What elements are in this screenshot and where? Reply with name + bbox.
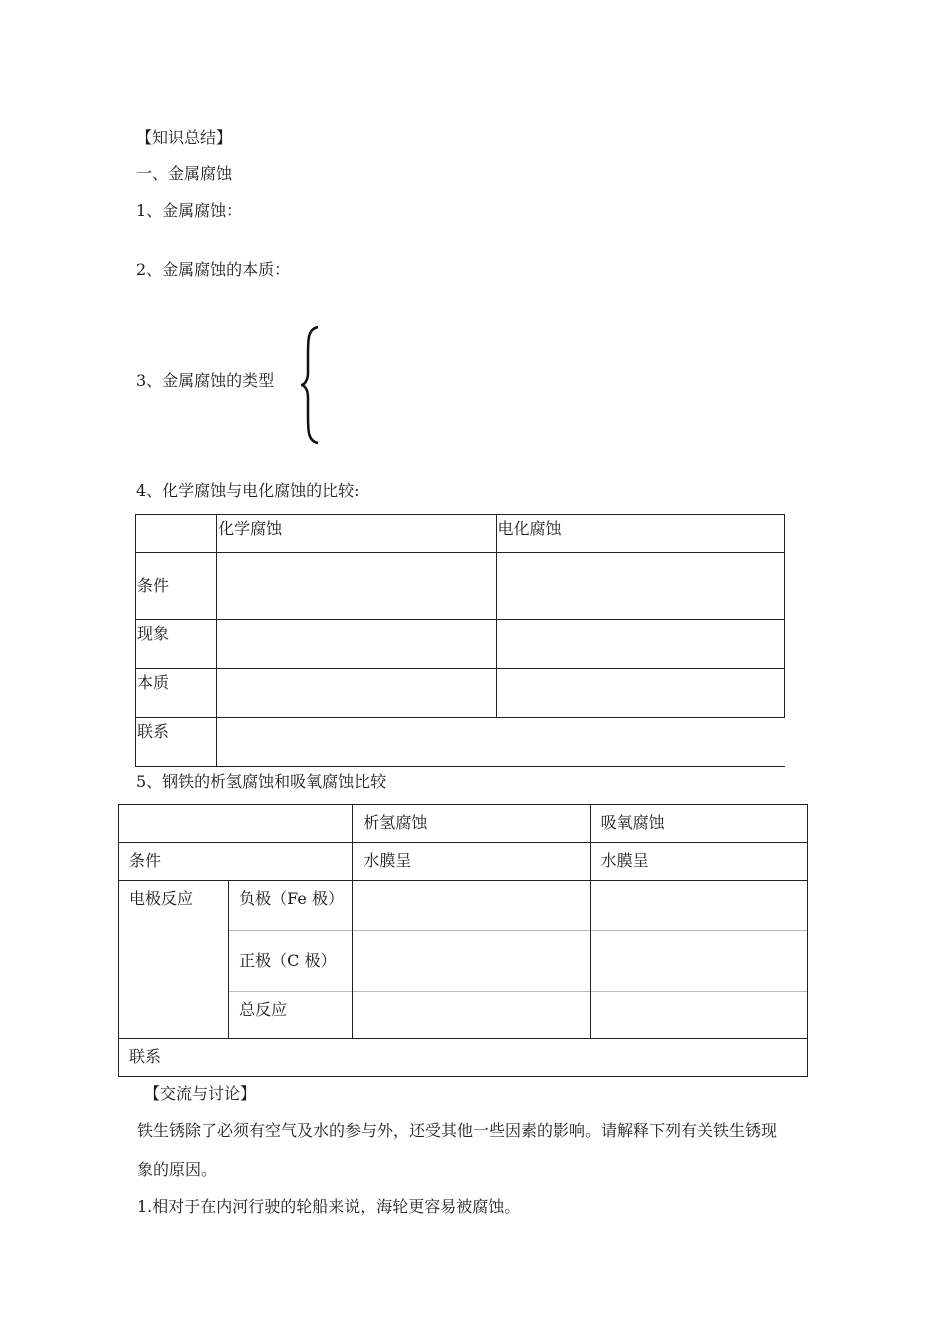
discussion-heading: 【交流与讨论】 (144, 1084, 257, 1103)
table-cell (353, 881, 590, 931)
table-row (136, 620, 785, 669)
item-3: 3、金属腐蚀的类型 (136, 371, 275, 390)
row-label-positive-electrode: 正极（C 极） (229, 931, 353, 992)
discussion-paragraph-line1: 铁生锈除了必须有空气及水的参与外，还受其他一些因素的影响。请解释下列有关铁生锈现 (137, 1121, 778, 1140)
table-cell (353, 931, 590, 992)
row-label-condition: 条件 (119, 843, 353, 881)
table-row (119, 805, 808, 843)
table-header-cell: 化学腐蚀 (217, 515, 496, 553)
table-row (119, 1039, 808, 1077)
comparison-table-chemical-electrochemical (135, 514, 785, 767)
row-label-condition: 条件 (136, 553, 217, 620)
table-row (136, 718, 785, 767)
discussion-paragraph-line2: 象的原因。 (137, 1160, 218, 1179)
table-cell (590, 931, 807, 992)
table-cell (496, 553, 784, 620)
table-row (119, 881, 808, 931)
curly-brace-icon (300, 325, 324, 445)
table-cell (217, 620, 496, 669)
summary-heading: 【知识总结】 (136, 128, 233, 147)
table-cell (496, 669, 784, 718)
table-cell (217, 669, 496, 718)
item-5: 5、钢铁的析氢腐蚀和吸氧腐蚀比较 (136, 772, 387, 791)
item-2: 2、金属腐蚀的本质： (136, 260, 291, 279)
row-label-electrode-reaction: 电极反应 (119, 881, 229, 1039)
row-label-relation: 联系 (119, 1039, 808, 1077)
table-header-cell (136, 515, 217, 553)
table-cell (353, 992, 590, 1039)
table-row (136, 669, 785, 718)
row-label-essence: 本质 (136, 669, 217, 718)
item-1: 1、金属腐蚀： (136, 201, 243, 220)
table-cell (590, 881, 807, 931)
table-cell (590, 992, 807, 1039)
table-cell: 水膜呈 (590, 843, 807, 881)
table-header-cell: 吸氧腐蚀 (590, 805, 807, 843)
table-cell (217, 718, 785, 767)
row-label-relation: 联系 (136, 718, 217, 767)
table-row (136, 515, 785, 553)
row-label-total-reaction: 总反应 (229, 992, 353, 1039)
table-cell (217, 553, 496, 620)
table-header-cell: 电化腐蚀 (496, 515, 784, 553)
table-row (136, 553, 785, 620)
item-4: 4、化学腐蚀与电化腐蚀的比较: (136, 481, 360, 500)
row-label-negative-electrode: 负极（Fe 极） (229, 881, 353, 931)
row-label-phenomenon: 现象 (136, 620, 217, 669)
section-title-metal-corrosion: 一、金属腐蚀 (136, 164, 233, 183)
question-1: 1.相对于在内河行驶的轮船来说，海轮更容易被腐蚀。 (137, 1197, 521, 1216)
table-header-cell (119, 805, 353, 843)
table-header-cell: 析氢腐蚀 (353, 805, 590, 843)
comparison-table-hydrogen-oxygen-corrosion (118, 804, 808, 1077)
table-cell (496, 620, 784, 669)
table-cell: 水膜呈 (353, 843, 590, 881)
table-row (119, 843, 808, 881)
